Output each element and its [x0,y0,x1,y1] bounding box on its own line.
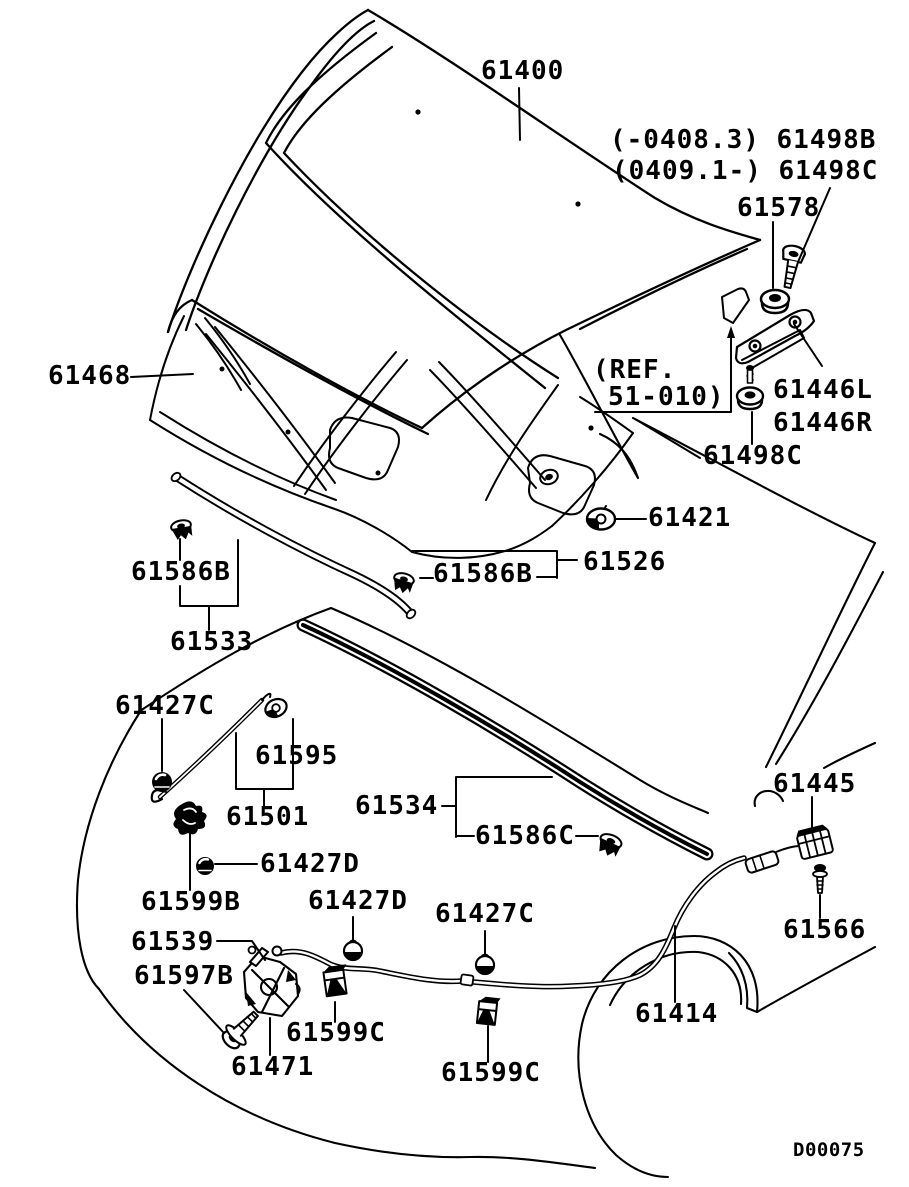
push-clip-61586b2-icon [391,571,415,595]
wire-clip-61599b-icon [173,801,206,834]
ref-note-line2: 51-010) [608,382,725,412]
part-label-61427c-b: 61427C [435,899,535,929]
drawing-code: D00075 [793,1139,865,1161]
push-clip-61586c-icon [595,831,623,859]
part-label-61501: 61501 [226,802,310,832]
part-label-61599c-a: 61599C [286,1018,386,1048]
push-clip-61586b-icon [170,519,194,542]
ref-note-line1: (REF. [593,355,677,385]
part-label-61599b: 61599B [141,887,241,917]
nut-61498c-icon [737,365,763,409]
part-label-61595: 61595 [255,741,339,771]
part-label-61586b-rear: 61586B [433,559,533,589]
part-label-61427d-a: 61427D [260,849,360,879]
part-label-61498b: (-0408.3) 61498B [610,125,877,155]
ball-clip-61427c-icon [152,772,172,792]
part-label-61468: 61468 [48,361,132,391]
part-label-61599c-b: 61599C [441,1058,541,1088]
part-label-61534: 61534 [355,791,439,821]
part-label-61566: 61566 [783,915,867,945]
part-label-61446l: 61446L [773,375,873,405]
part-label-61414: 61414 [635,999,719,1029]
ball-clip-61427d-b-icon [344,941,362,961]
screw-61566-icon [813,864,827,893]
part-label-61445: 61445 [773,769,857,799]
ball-clip-61427d-a-icon [196,857,214,875]
grommet-61595-icon [262,696,289,721]
cable-clip-61445-icon [795,824,833,860]
part-label-61446r: 61446R [773,408,873,438]
box-clip-61599c-b-icon [477,996,501,1025]
bolt-61498-icon [776,244,806,290]
part-label-61427c-rod: 61427C [115,691,215,721]
part-label-61539: 61539 [131,927,215,957]
plug-61421-icon [587,506,615,530]
hood-latch-drawing [244,947,300,1017]
part-label-61526: 61526 [583,547,667,577]
part-label-61597b: 61597B [134,961,234,991]
part-label-61586b-front: 61586B [131,557,231,587]
part-label-61471: 61471 [231,1052,315,1082]
hood-insulator-drawing [150,316,633,558]
part-label-61578: 61578 [737,193,821,223]
ball-clip-61427c-b-icon [476,955,494,975]
part-label-61421: 61421 [648,503,732,533]
part-label-61498c: 61498C [703,441,803,471]
nut-61578-icon [761,290,789,313]
part-label-61498c-late: (0409.1-) 61498C [612,156,879,186]
part-label-61533: 61533 [170,627,254,657]
part-label-61427d-b: 61427D [308,886,408,916]
part-label-61586c: 61586C [475,821,575,851]
part-label-61400: 61400 [481,56,565,86]
